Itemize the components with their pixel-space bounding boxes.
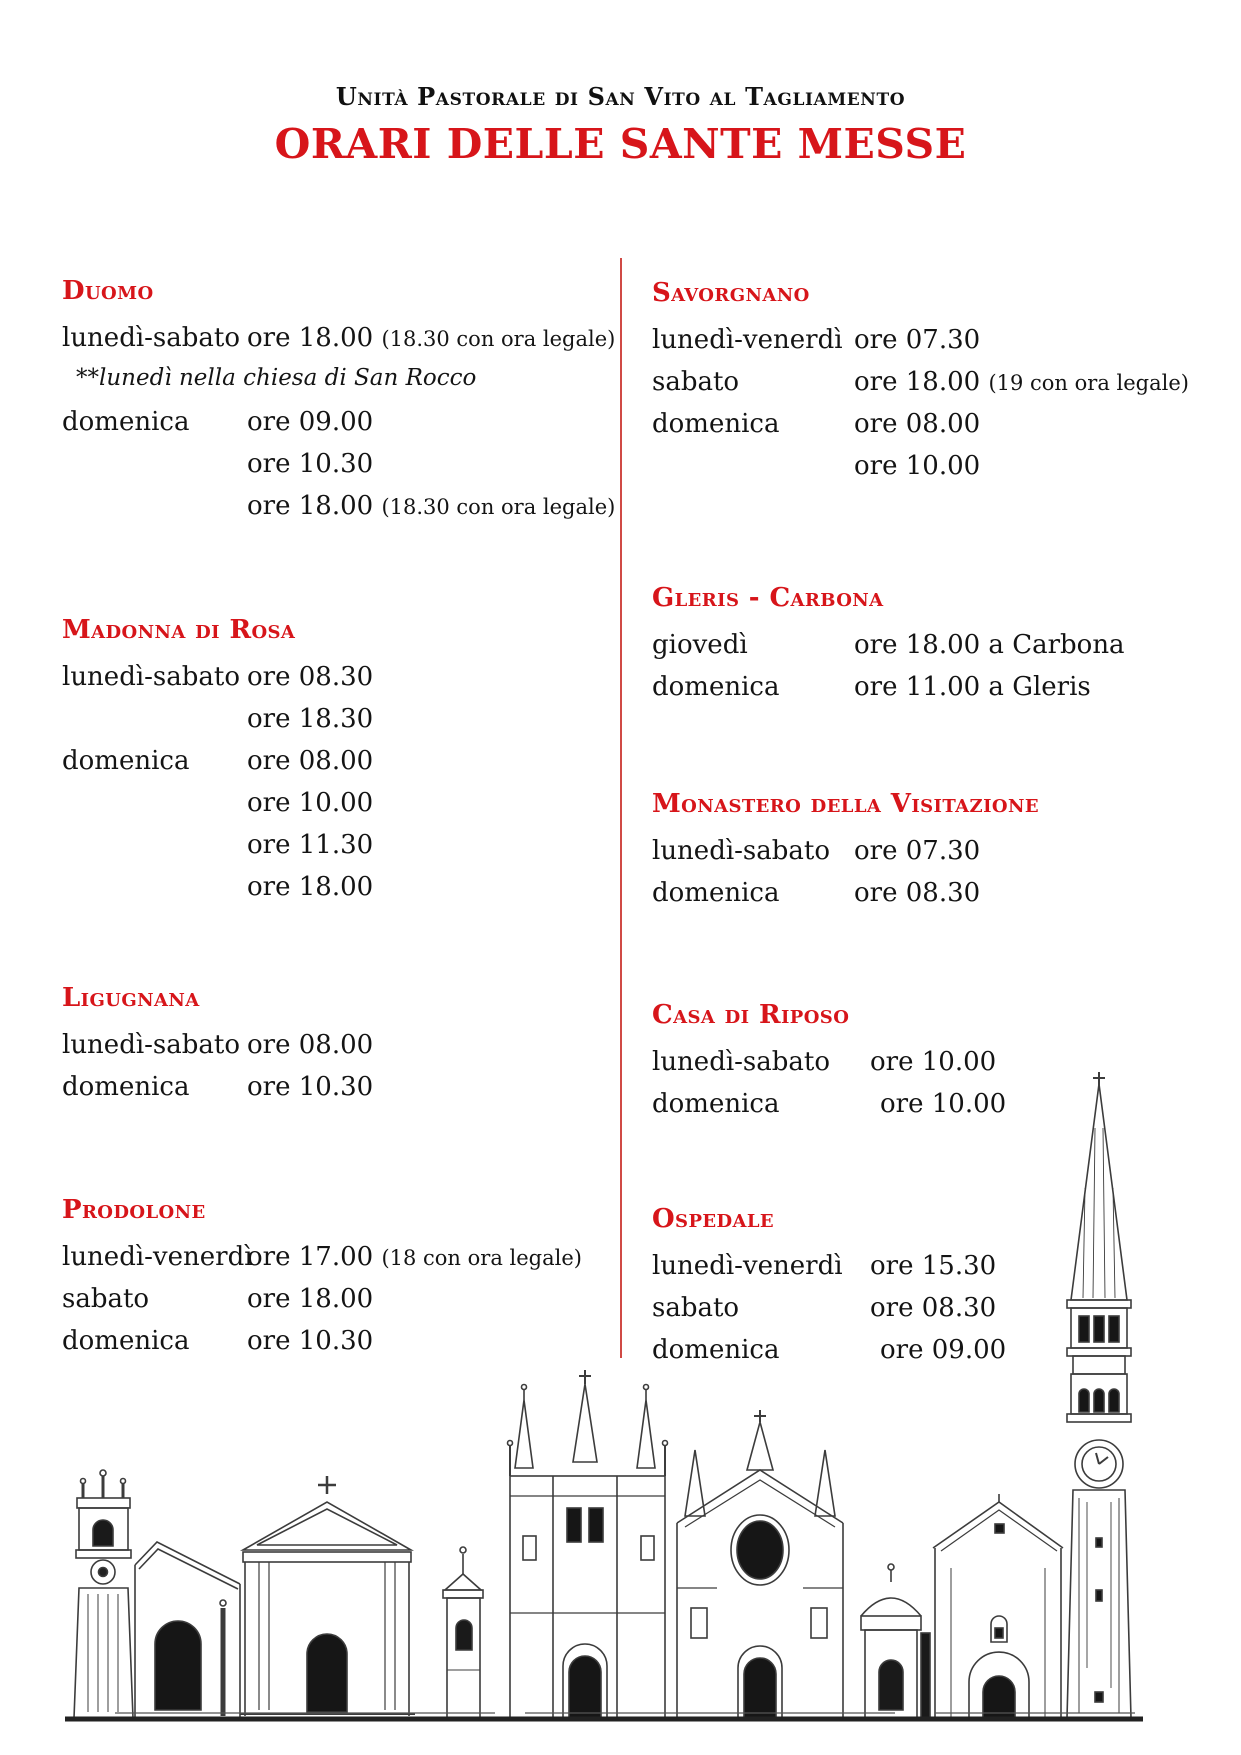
section-madonna-di-rosa — [62, 616, 607, 909]
day-label: lunedì-sabato — [62, 662, 241, 692]
section-savorgnano — [652, 279, 1217, 488]
schedule-row — [62, 741, 607, 783]
day-label: domenica — [62, 407, 190, 437]
house-with-arched-window — [135, 1542, 240, 1718]
gable-church-facade — [933, 1494, 1063, 1718]
time-value: ore 18.00 — [247, 872, 374, 902]
san-rocco-note: **lunedì nella chiesa di San Rocco — [76, 365, 477, 391]
schedule-row — [62, 657, 607, 699]
daylight-saving-note: (18 con ora legale) — [381, 1246, 582, 1270]
time-value: ore 10.30 — [247, 449, 374, 479]
schedule-row — [652, 831, 1217, 873]
town-skyline-illustration — [55, 1068, 1185, 1728]
section-title: Duomo — [62, 276, 154, 306]
time-value: ore 10.00 — [870, 1047, 997, 1077]
section-title: Ospedale — [652, 1204, 775, 1234]
time-value: ore 08.30 — [247, 662, 374, 692]
day-label: domenica — [62, 1326, 190, 1356]
day-label — [62, 444, 247, 486]
schedule-row — [62, 825, 607, 867]
time-value: ore 18.00 a Carbona — [854, 630, 1125, 660]
small-cupola-tower — [443, 1547, 483, 1718]
day-label — [62, 783, 247, 825]
section-monastero-della-visitazione — [652, 790, 1217, 915]
day-label: domenica — [652, 672, 780, 702]
schedule-row — [62, 1025, 607, 1067]
day-label: sabato — [652, 1293, 740, 1323]
day-label: lunedì-venerdì — [62, 1242, 253, 1272]
day-label: giovedì — [652, 630, 748, 660]
section-title: Ligugnana — [62, 983, 200, 1013]
schedule-row — [652, 667, 1217, 709]
day-label — [62, 699, 247, 741]
parish-name: Unità Pastorale di San Vito al Tagliamento — [335, 82, 906, 111]
page-title: ORARI DELLE SANTE MESSE — [274, 120, 967, 168]
day-label — [62, 825, 247, 867]
domed-chapel — [861, 1564, 921, 1718]
time-value: ore 11.30 — [247, 830, 374, 860]
time-value: ore 18.00 (18.30 con ora legale) — [247, 323, 616, 353]
schedule-row — [62, 402, 607, 444]
section-title: Madonna di Rosa — [62, 615, 296, 645]
daylight-saving-note: (18.30 con ora legale) — [381, 327, 616, 351]
day-label: lunedì-venerdì — [652, 1251, 843, 1281]
time-value: ore 11.00 a Gleris — [854, 672, 1091, 702]
section-duomo — [62, 276, 616, 528]
day-label: domenica — [62, 1072, 190, 1102]
time-value: ore 18.30 — [247, 704, 374, 734]
day-label: domenica — [62, 746, 190, 776]
time-value: ore 10.00 — [880, 1089, 1007, 1119]
schedule-row — [62, 783, 607, 825]
day-label: lunedì-sabato — [652, 1047, 831, 1077]
schedule-row — [62, 486, 616, 528]
left-bell-tower — [74, 1470, 133, 1718]
time-value: ore 10.00 — [854, 451, 981, 481]
time-value: ore 10.00 — [247, 788, 374, 818]
tall-campanile — [1067, 1072, 1131, 1718]
day-label: domenica — [652, 878, 780, 908]
time-value: ore 09.00 — [880, 1335, 1007, 1365]
schedule-row — [652, 320, 1217, 362]
pediment-chapel — [240, 1476, 415, 1716]
section-title: Savorgnano — [652, 278, 810, 308]
day-label — [652, 446, 854, 488]
day-label — [62, 867, 247, 909]
daylight-saving-note: (19 con ora legale) — [988, 371, 1189, 395]
day-label: domenica — [652, 409, 780, 439]
schedule-row — [62, 444, 607, 486]
time-value: ore 18.00 — [247, 1284, 374, 1314]
day-label: lunedì-venerdì — [652, 325, 843, 355]
schedule-row — [62, 360, 607, 402]
time-value: ore 17.00 (18 con ora legale) — [247, 1242, 582, 1272]
schedule-row — [652, 362, 1217, 404]
time-value: ore 08.00 — [854, 409, 981, 439]
time-value: ore 08.30 — [870, 1293, 997, 1323]
day-label: domenica — [652, 1335, 780, 1365]
time-value: ore 08.00 — [247, 746, 374, 776]
gothic-cathedral-facade — [508, 1370, 668, 1718]
schedule-row — [62, 867, 607, 909]
section-title: Gleris - Carbona — [652, 583, 884, 613]
day-label: lunedì-sabato — [652, 836, 831, 866]
gothic-church-rose-window — [677, 1410, 843, 1718]
schedule-row — [652, 446, 1217, 488]
schedule-row — [62, 318, 616, 360]
section-title: Monastero della Visitazione — [652, 789, 1039, 819]
time-value: ore 09.00 — [247, 407, 374, 437]
schedule-row — [652, 404, 1217, 446]
time-value: ore 18.00 (18.30 con ora legale) — [247, 491, 616, 521]
schedule-row — [652, 873, 1217, 915]
ground-line — [65, 1713, 1143, 1719]
day-label: lunedì-sabato — [62, 1030, 241, 1060]
day-label: domenica — [652, 1089, 780, 1119]
time-value: ore 10.30 — [247, 1072, 374, 1102]
time-value: ore 07.30 — [854, 836, 981, 866]
time-value: ore 07.30 — [854, 325, 981, 355]
schedule-row — [62, 699, 607, 741]
section-gleris-carbona — [652, 584, 1217, 709]
day-label — [62, 486, 247, 528]
schedule-row — [652, 625, 1217, 667]
time-value: ore 08.00 — [247, 1030, 374, 1060]
time-value: ore 15.30 — [870, 1251, 997, 1281]
time-value: ore 10.30 — [247, 1326, 374, 1356]
day-label: sabato — [62, 1284, 150, 1314]
section-title: Prodolone — [62, 1195, 206, 1225]
daylight-saving-note: (18.30 con ora legale) — [381, 495, 616, 519]
san-vito-churches-sketch — [55, 1068, 1185, 1728]
section-title: Casa di Riposo — [652, 1000, 850, 1030]
pillar — [921, 1633, 930, 1718]
day-label: lunedì-sabato — [62, 323, 241, 353]
time-value: ore 18.00 (19 con ora legale) — [854, 367, 1189, 397]
time-value: ore 08.30 — [854, 878, 981, 908]
day-label: sabato — [652, 367, 740, 397]
